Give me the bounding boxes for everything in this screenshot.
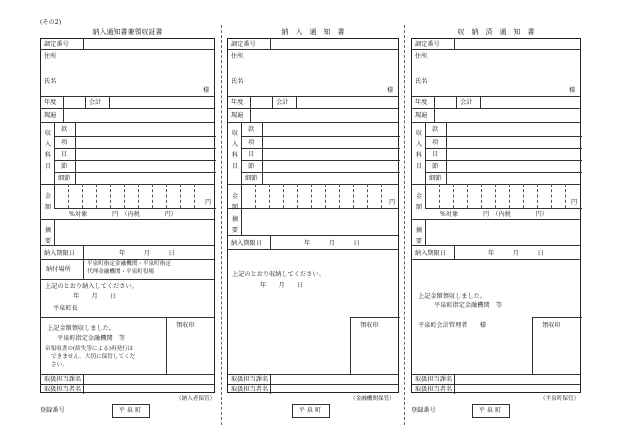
receipt-note-2: できません。大切に保管してくだ <box>51 354 136 360</box>
receipt-staff-section: 取扱担当課名 <box>44 376 82 383</box>
notice-staff-section: 取扱担当課名 <box>231 376 269 383</box>
settled-kamoku-label: 収入科目 <box>415 130 423 170</box>
receipt-issue-date: 年 月 日 <box>73 293 117 300</box>
settled-chotei-label: 調定番号 <box>415 41 440 48</box>
receipt-deadline-label: 納入期限日 <box>44 250 75 257</box>
receipt-pay-instruction: 上記のとおり納入してください。 <box>45 283 138 290</box>
receipt-deadline-date: 年 月 日 <box>119 250 175 257</box>
settled-title: 収 納 済 通 知 書 <box>457 28 535 36</box>
settled-kaikei-label: 会計 <box>460 99 473 106</box>
settled-kamoku-setsu: 節 <box>432 163 439 170</box>
notice-sama: 様 <box>387 87 394 94</box>
settled-footer: （平泉町保管） <box>540 396 580 402</box>
notice-collect-instruction: 上記のとおり収納してください。 <box>232 271 325 278</box>
receipt-tekiyo-label: 摘要 <box>44 227 52 245</box>
notice-address-label: 住所 <box>231 53 244 60</box>
receipt-chotei-label: 調定番号 <box>44 41 69 48</box>
settled-gentei-label: 現遍 <box>415 112 428 119</box>
notice-name-label: 氏名 <box>231 78 244 85</box>
receipt-kamoku-setsu: 節 <box>61 163 68 170</box>
receipt-town-head: 平泉町長 <box>53 305 78 312</box>
settled-en: 円 <box>571 199 578 206</box>
sheet-number: (その2) <box>40 19 62 26</box>
notice-stamp-label: 領収印 <box>360 322 379 329</box>
notice-kaikei-label: 会計 <box>276 99 289 106</box>
notice-kamoku-setsu: 節 <box>248 163 255 170</box>
settled-staff-person: 取扱担当者名 <box>415 386 453 393</box>
receipt-bank: 平泉町指定金融機関 等 <box>57 335 126 342</box>
notice-kamoku-kan: 款 <box>248 126 255 133</box>
settled-deadline-date: 年 月 日 <box>488 250 544 257</box>
notice-staff-person: 取扱担当者名 <box>231 386 269 393</box>
settled-kamoku-saisetsu: 細節 <box>429 175 442 182</box>
settled-amount-label: 金額 <box>415 193 423 211</box>
receipt-gentei-label: 現遍 <box>44 112 57 119</box>
receipt-note-3: さい。 <box>51 362 68 368</box>
notice-kamoku-saisetsu: 細節 <box>245 175 258 182</box>
settled-tekiyo-label: 摘要 <box>415 227 423 245</box>
town-stamp-3: 平泉町 <box>472 404 510 418</box>
receipt-place-2: 代理金融機関・平泉町役場 <box>87 269 155 275</box>
settled-sama: 様 <box>569 87 576 94</box>
receipt-amount-label: 金額 <box>44 193 52 211</box>
receipt-en: 円 <box>205 199 212 206</box>
notice-kamoku-kou: 項 <box>248 139 255 146</box>
receipt-kamoku-kou: 項 <box>61 139 68 146</box>
cut-line-left <box>221 25 222 425</box>
settled-kamoku-moku: 目 <box>432 151 439 158</box>
notice-deadline-label: 納入期限日 <box>231 240 262 247</box>
registration-number-label: 登録番号 <box>40 407 65 414</box>
settled-address-label: 住所 <box>415 53 428 60</box>
settled-kamoku-kou: 項 <box>432 139 439 146</box>
receipt-stamp-label: 領収印 <box>176 322 195 329</box>
settled-accountant: 平泉町会計管理者 様 <box>418 322 487 329</box>
notice-kamoku-label: 収入科目 <box>231 130 239 170</box>
cut-line-right <box>404 25 405 425</box>
receipt-kaikei-label: 会計 <box>89 99 102 106</box>
receipt-kamoku-label: 収入科目 <box>44 130 52 170</box>
receipt-staff-person: 取扱担当者名 <box>44 386 82 393</box>
settled-stamp-label: 領収印 <box>542 322 561 329</box>
receipt-title: 納入通知書兼領収証書 <box>92 28 163 36</box>
receipt-kamoku-moku: 目 <box>61 151 68 158</box>
notice-nendo-label: 年度 <box>231 99 244 106</box>
notice-panel <box>227 38 399 393</box>
settled-received: 上記金額領収しました。 <box>418 293 487 300</box>
receipt-place-label: 納付場所 <box>46 266 71 273</box>
notice-deadline-date: 年 月 日 <box>304 240 360 247</box>
notice-title: 納 入 通 知 書 <box>281 28 345 36</box>
receipt-footer: （納入者保管） <box>176 396 216 402</box>
receipt-note-1: 帝領収書の(紛失等による)再発行は <box>45 346 134 352</box>
notice-amount-label: 金額 <box>231 193 239 211</box>
registration-number-label-2: 登録番号 <box>411 407 436 414</box>
notice-footer: （金融機関保管） <box>350 396 395 402</box>
receipt-panel <box>40 38 215 393</box>
receipt-kamoku-kan: 款 <box>61 126 68 133</box>
notice-gentei-label: 現遍 <box>231 112 244 119</box>
notice-kamoku-moku: 目 <box>248 151 255 158</box>
receipt-tax-line: %対象 円 （内税 円） <box>69 211 177 218</box>
receipt-sama: 様 <box>203 87 210 94</box>
settled-tax-line: %対象 円 （内税 円） <box>440 211 548 218</box>
notice-issue-date: 年 月 日 <box>260 282 304 289</box>
receipt-address-label: 住所 <box>44 53 57 60</box>
receipt-name-label: 氏名 <box>44 78 57 85</box>
settled-name-label: 氏名 <box>415 78 428 85</box>
receipt-received: 上記金額領収しました。 <box>47 325 116 332</box>
receipt-place-1: 平泉町指定金融機関・平泉町指定 <box>87 261 171 267</box>
notice-en: 円 <box>389 199 396 206</box>
settled-nendo-label: 年度 <box>415 99 428 106</box>
settled-kamoku-kan: 款 <box>432 126 439 133</box>
settled-deadline-label: 納入期限日 <box>415 250 446 257</box>
notice-chotei-label: 調定番号 <box>231 41 256 48</box>
settled-staff-section: 取扱担当課名 <box>415 376 453 383</box>
notice-tekiyo-label: 摘要 <box>231 216 239 234</box>
receipt-nendo-label: 年度 <box>44 99 57 106</box>
settled-bank: 平泉町指定金融機関 等 <box>434 302 503 309</box>
settled-panel <box>411 38 581 393</box>
receipt-kamoku-saisetsu: 細節 <box>58 175 71 182</box>
town-stamp-2: 平泉町 <box>292 404 330 418</box>
town-stamp-1: 平泉町 <box>112 404 150 418</box>
